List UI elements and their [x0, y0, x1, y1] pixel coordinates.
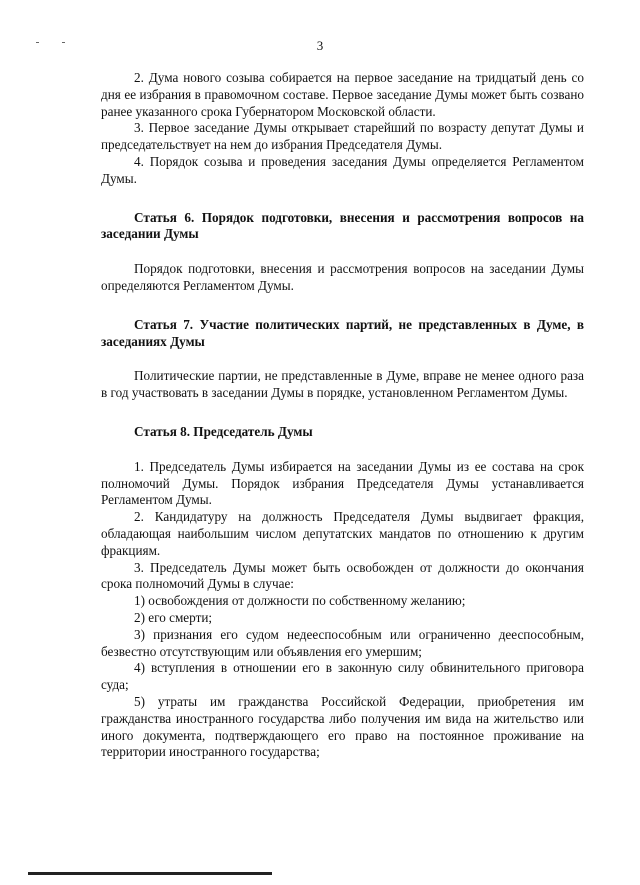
article-heading: Статья 6. Порядок подготовки, внесения и рассмотрения вопросов на заседании Думы	[101, 209, 584, 242]
list-item: 4) вступления в отношении его в законную силу обвинительного приговора суда;	[101, 660, 584, 693]
paragraph: 2. Кандидатуру на должность Председателя Думы выдвигает фракция, обладающая наибольшим числом депутатских мандатов по отношению к другим фракциям.	[101, 509, 584, 558]
list-item: 1) освобождения от должности по собственному желанию;	[134, 593, 466, 609]
page-bottom-rule	[28, 872, 272, 875]
paragraph: 1. Председатель Думы избирается на заседании Думы из ее состава на срок полномочий Думы. Порядок избрания Председателя Думы устанавливается Регламентом Думы.	[101, 458, 584, 508]
list-item: 2) его смерти;	[134, 609, 213, 625]
paragraph: 3. Председатель Думы может быть освобожден от должности до окончания срока полномочий Думы в случае:	[101, 559, 584, 592]
article-heading: Статья 7. Участие политических партий, не представленных в Думе, в заседаниях Думы	[101, 316, 584, 349]
paragraph: 2. Дума нового созыва собирается на первое заседание на тридцатый день со дня ее избрания в правомочном составе. Первое заседание Думы может быть созвано ранее указанного срока Губернатором Московской области.	[101, 70, 584, 119]
paragraph: 4. Порядок созыва и проведения заседания Думы определяется Регламентом Думы.	[101, 153, 584, 186]
paragraph: Порядок подготовки, внесения и рассмотрения вопросов на заседании Думы определяются Регламентом Думы.	[101, 261, 584, 293]
paragraph: Политические партии, не представленные в Думе, вправе не менее одного раза в год участвовать в заседании Думы в порядке, установленном Регламентом Думы.	[101, 368, 584, 401]
document-body	[101, 70, 584, 761]
page-number: 3	[316, 38, 324, 53]
article-heading: Статья 8. Председатель Думы	[134, 423, 313, 439]
list-item: 5) утраты им гражданства Российской Федерации, приобретения им гражданства иностранного государства либо получения им вида на жительство или иного документа, подтверждающего его право на постоянное проживание на территории иностранного государства;	[101, 693, 584, 760]
paragraph: 3. Первое заседание Думы открывает старейший по возрасту депутат Думы и председательствует на нем до избрания Председателя Думы.	[101, 120, 584, 153]
list-item: 3) признания его судом недееспособным или ограниченно дееспособным, безвестно отсутствующим или объявления его умершим;	[101, 626, 584, 659]
